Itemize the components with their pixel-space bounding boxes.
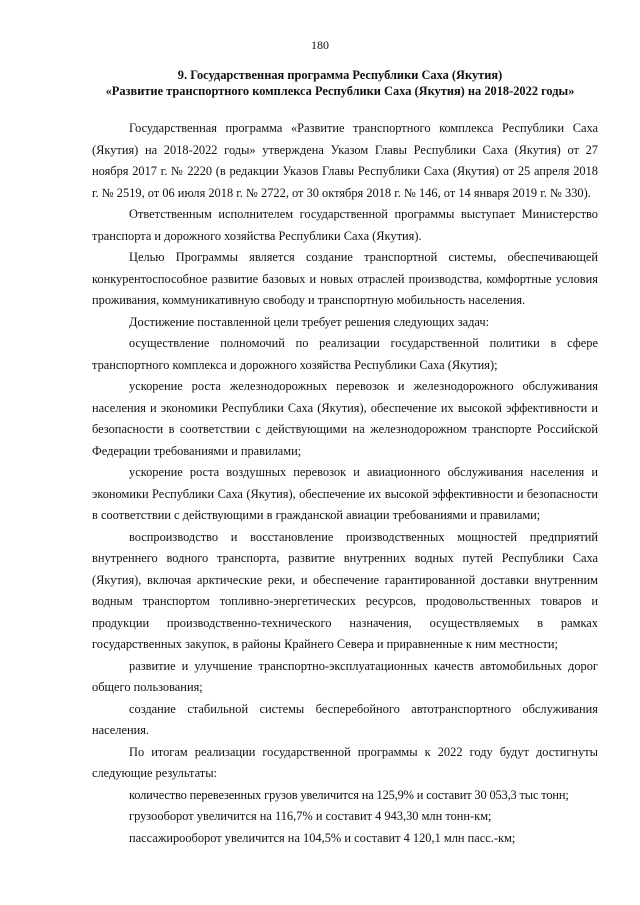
section-heading bbox=[80, 67, 600, 99]
paragraph-result-passenger-turnover: пассажирооборот увеличится на 104,5% и составит 4 120,1 млн пасс.-км; bbox=[129, 830, 516, 845]
page-number: 180 bbox=[311, 38, 329, 52]
paragraph-tasks-intro: Достижение поставленной цели требует решения следующих задач: bbox=[129, 314, 490, 329]
paragraph-results-intro: По итогам реализации государственной программы к 2022 году будут достигнуты следующие результаты: bbox=[92, 744, 598, 780]
paragraph-task-water-transport: воспроизводство и восстановление производственных мощностей предприятий внутреннего водного транспорта, развитие внутренних водных путей Республики Саха (Якутия), включая арктические реки, и обеспечение гарантированной доставки внутренним водным транспортом топливно-энергетических ресурсов, продовольственных товаров и продукции производственно-технического назначения, осуществляемых в рамках государственных закупок, в районы Крайнего Севера и приравненные к ним местности; bbox=[92, 529, 598, 651]
paragraph-task-roads: развитие и улучшение транспортно-эксплуатационных качеств автомобильных дорог общего пользования; bbox=[92, 658, 598, 694]
paragraph-program-approval: Государственная программа «Развитие транспортного комплекса Республики Саха (Якутия) на 2018-2022 годы» утверждена Указом Главы Республики Саха (Якутия) от 27 ноября 2017 г. № 2220 (в редакции Указов Главы Республики Саха (Якутия) от 25 апреля 2018 г. № 2519, от 06 июля 2018 г. № 2722, от 30 октября 2018 г. № 146, от 14 января 2019 г. № 330). bbox=[92, 121, 598, 200]
paragraph-program-goal: Целью Программы является создание транспортной системы, обеспечивающей конкурентоспособное развитие базовых и новых отраслей производства, комфортные условия проживания, коммуникативную свободу и транспортную мобильность населения. bbox=[92, 250, 598, 307]
paragraph-task-railway: ускорение роста железнодорожных перевозок и железнодорожного обслуживания населения и экономики Республики Саха (Якутия), обеспечение их высокой эффективности и безопасности в соответствии с действующими на железнодорожном транспорте Российской Федерации требованиями и правилами; bbox=[92, 379, 598, 458]
body-text bbox=[92, 118, 598, 849]
paragraph-result-cargo-volume: количество перевезенных грузов увеличится на 125,9% и составит 30 053,3 тыс тонн; bbox=[129, 787, 569, 802]
paragraph-result-freight-turnover: грузооборот увеличится на 116,7% и составит 4 943,30 млн тонн-км; bbox=[129, 809, 492, 823]
paragraph-task-aviation: ускорение роста воздушных перевозок и авиационного обслуживания населения и экономики Республики Саха (Якутия), обеспечение их высокой эффективности и безопасности в соответствии с действующими в гражданской авиации требованиями и правилами; bbox=[92, 465, 598, 522]
section-heading-line-2: «Развитие транспортного комплекса Республики Саха (Якутия) на 2018-2022 годы» bbox=[105, 84, 575, 98]
paragraph-task-bus-service: создание стабильной системы бесперебойного автотранспортного обслуживания населения. bbox=[92, 701, 598, 737]
paragraph-task-policy: осуществление полномочий по реализации государственной политики в сфере транспортного комплекса и дорожного хозяйства Республики Саха (Якутия); bbox=[92, 336, 598, 372]
section-heading-line-1: 9. Государственная программа Республики Саха (Якутия) bbox=[177, 68, 503, 82]
paragraph-responsible-executor: Ответственным исполнителем государственной программы выступает Министерство транспорта и дорожного хозяйства Республики Саха (Якутия). bbox=[92, 207, 598, 243]
